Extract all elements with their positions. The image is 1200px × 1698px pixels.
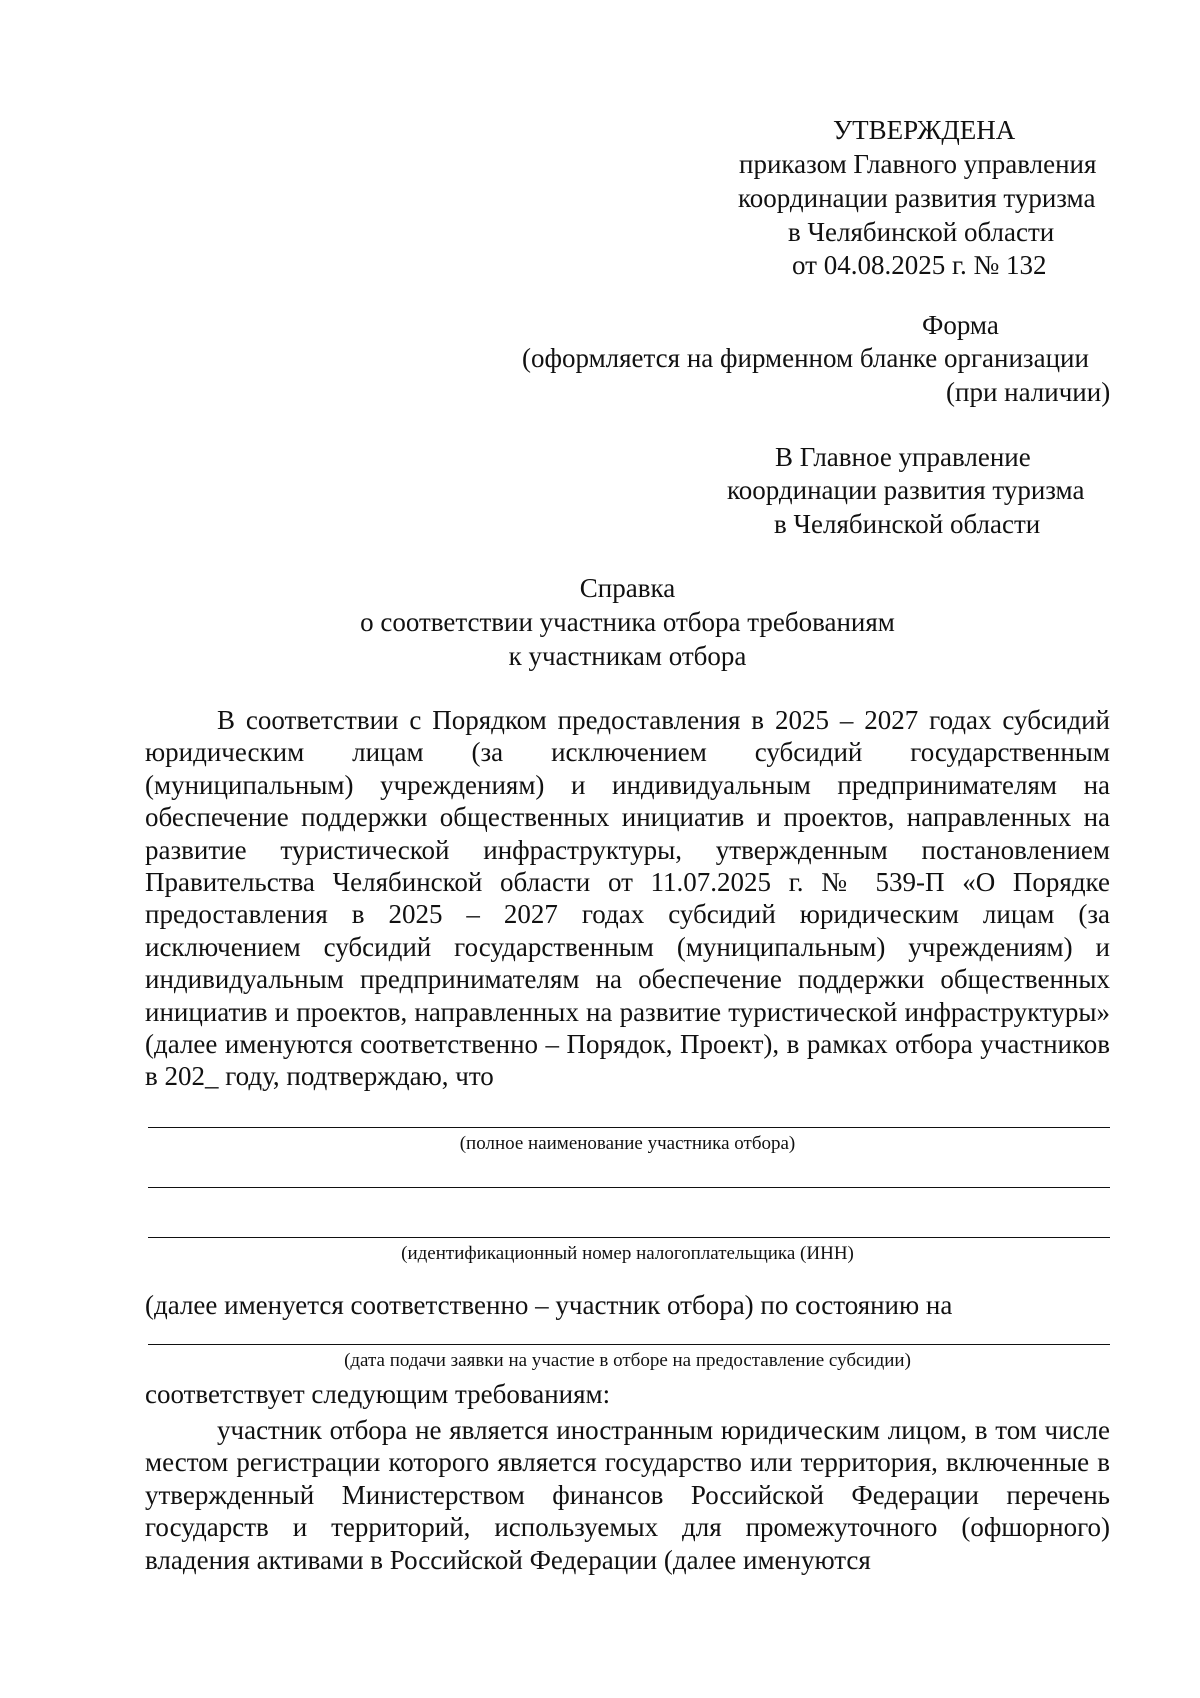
inn-caption: (идентификационный номер налогоплательщика (ИНН) (401, 1243, 854, 1264)
participant-name-caption: (полное наименование участника отбора) (459, 1133, 796, 1154)
heading-title: Справка (579, 573, 676, 603)
approval-line-2: координации развития туризма (738, 183, 1096, 213)
intro-paragraph-text: В соответствии с Порядком предоставления в 2025 – 2027 годах субсидий юридическим лицам (за исключением субсидий государственным (муниципальным) учреждениям) и индивидуальным предпринимателям на обеспечение поддержки общественных инициатив и проектов, направленных на развитие туристической инфраструктуры, утвержденным постановлением Правительства Челябинской области от 11.07.2025 г. № 539-П «О Порядке предоставления в 2025 – 2027 годах субсидий юридическим лицам (за исключением субсидий государственным (муниципальным) учреждениям) и индивидуальным предпринимателям на обеспечение поддержки общественных инициатив и проектов, направленных на развитие туристической инфраструктуры» (далее именуются соответственно – Порядок, Проект), в рамках отбора участников в 202_ году, подтверждаю, что (145, 705, 1110, 1092)
requirement-1-paragraph (145, 1414, 1110, 1576)
approval-line-1: приказом Главного управления (739, 149, 1097, 179)
approval-title: УТВЕРЖДЕНА (833, 115, 1016, 145)
participant-name-line[interactable] (148, 1127, 1110, 1128)
inn-line[interactable] (148, 1237, 1110, 1238)
addressee-line-1: В Главное управление (775, 442, 1031, 472)
participant-status-text: (далее именуется соответственно – участник отбора) по состоянию на (145, 1290, 953, 1320)
participant-name-line-2[interactable] (148, 1187, 1110, 1188)
heading-line-2: о соответствии участника отбора требованиям (360, 607, 895, 637)
requirement-1-text: участник отбора не является иностранным юридическим лицом, в том числе местом регистрации которого является государство или территория, включенные в утвержденный Министерством финансов Российской Федерации перечень государств и территорий, используемых для промежуточного (офшорного) владения активами в Российской Федерации (далее именуются (145, 1415, 1110, 1575)
approval-line-4: от 04.08.2025 г. № 132 (792, 250, 1047, 280)
application-date-caption: (дата подачи заявки на участие в отборе на предоставление субсидии) (344, 1350, 911, 1371)
requirements-intro: соответствует следующим требованиям: (145, 1379, 611, 1409)
form-note-line-2: (при наличии) (946, 377, 1111, 407)
form-note-line-1: (оформляется на фирменном бланке организации (522, 343, 1089, 373)
addressee-line-3: в Челябинской области (774, 509, 1041, 539)
heading-line-3: к участникам отбора (508, 641, 747, 671)
intro-paragraph (145, 704, 1110, 1093)
approval-line-3: в Челябинской области (788, 217, 1055, 247)
addressee-line-2: координации развития туризма (727, 475, 1085, 505)
application-date-line[interactable] (148, 1344, 1110, 1345)
form-label: Форма (922, 310, 999, 340)
